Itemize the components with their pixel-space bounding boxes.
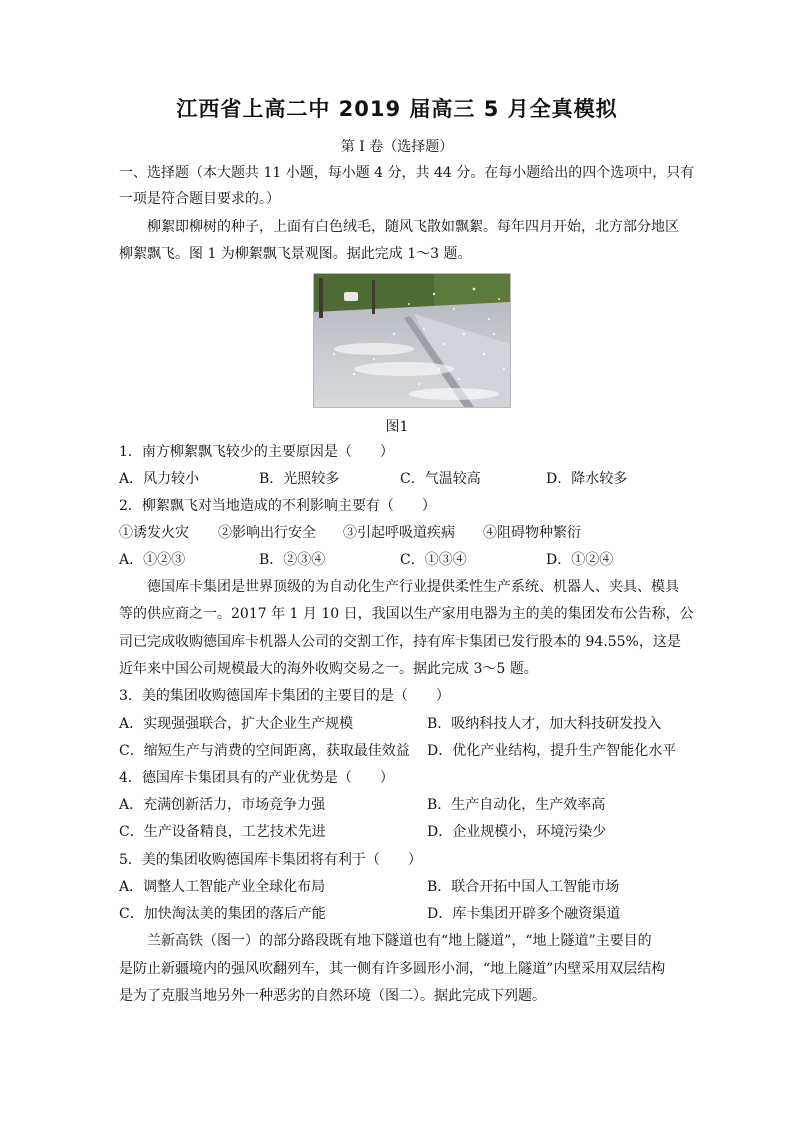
q4-option-a[interactable]: A．充满创新活力，市场竞争力强: [119, 797, 326, 813]
q2-stem: 2．柳絮飘飞对当地造成的不利影响主要有（ ）: [119, 498, 436, 514]
q4-option-b[interactable]: B．生产自动化，生产效率高: [427, 797, 606, 813]
passage2-line-3: 司已完成收购德国库卡机器人公司的交割工作，持有库卡集团已发行股本的 94.55%，这是: [119, 634, 681, 650]
q2-item-3: ③引起呼吸道疾病: [343, 525, 455, 541]
q5-stem: 5．美的集团收购德国库卡集团将有利于（ ）: [119, 852, 422, 868]
passage3-line-1: 兰新高铁（图一）的部分路段既有地下隧道也有“地上隧道”，“地上隧道”主要目的: [147, 933, 652, 949]
passage2-line-2: 等的供应商之一。2017 年 1 月 10 日，我国以生产家用电器为主的美的集团发布公告称，公: [119, 606, 694, 622]
section-subtitle: 第 I 卷（选择题）: [340, 139, 454, 155]
q3-option-b[interactable]: B．吸纳科技人才，加大科技研发投入: [427, 716, 662, 732]
q5-option-a[interactable]: A．调整人工智能产业全球化布局: [119, 879, 326, 895]
q1-option-b[interactable]: B．光照较多: [259, 471, 340, 487]
q4-stem: 4．德国库卡集团具有的产业优势是（ ）: [119, 770, 394, 786]
q3-option-a[interactable]: A．实现强强联合，扩大企业生产规模: [119, 716, 354, 732]
instructions-line-2: 一项是符合题目要求的。）: [119, 191, 280, 207]
q1-option-d[interactable]: D．降水较多: [546, 471, 628, 487]
q4-option-c[interactable]: C．生产设备精良，工艺技术先进: [119, 824, 326, 840]
passage1-line-1: 柳絮即柳树的种子，上面有白色绒毛，随风飞散如飘絮。每年四月开始，北方部分地区: [147, 219, 679, 235]
passage1-line-2: 柳絮飘飞。图 1 为柳絮飘飞景观图。据此完成 1～3 题。: [119, 246, 472, 262]
q2-option-c[interactable]: C．①③④: [400, 552, 467, 568]
q5-option-d[interactable]: D．库卡集团开辟多个融资渠道: [427, 906, 621, 922]
q3-option-c[interactable]: C．缩短生产与消费的空间距离，获取最佳效益: [119, 743, 410, 759]
instructions-line-1: 一、选择题（本大题共 11 小题，每小题 4 分，共 44 分。在每小题给出的四个选项中，只有: [119, 165, 695, 181]
q2-item-4: ④阻碍物种繁衍: [483, 525, 581, 541]
q2-option-a[interactable]: A．①②③: [119, 552, 186, 568]
figure-1-photo: [313, 273, 511, 408]
figure-1-caption: 图1: [385, 419, 409, 435]
q2-option-d[interactable]: D．①②④: [546, 552, 614, 568]
q5-option-c[interactable]: C．加快淘汰美的集团的落后产能: [119, 906, 326, 922]
passage3-line-3: 是为了克服当地另外一种恶劣的自然环境（图二）。据此完成下列题。: [119, 988, 546, 1004]
q3-stem: 3．美的集团收购德国库卡集团的主要目的是（ ）: [119, 688, 450, 704]
q5-option-b[interactable]: B．联合开拓中国人工智能市场: [427, 879, 620, 895]
passage2-line-4: 近年来中国公司规模最大的海外收购交易之一。据此完成 3～5 题。: [119, 661, 538, 677]
passage3-line-2: 是防止新疆境内的强风吹翻列车，其一侧有许多圆形小洞，“地上隧道”内壁采用双层结构: [119, 961, 666, 977]
q1-option-c[interactable]: C．气温较高: [400, 471, 481, 487]
page-title: 江西省上高二中 2019 届高三 5 月全真模拟: [176, 97, 618, 121]
q1-option-a[interactable]: A．风力较小: [119, 471, 200, 487]
q2-item-1: ①诱发火灾: [119, 525, 189, 541]
q3-option-d[interactable]: D．优化产业结构，提升生产智能化水平: [427, 743, 677, 759]
passage2-line-1: 德国库卡集团是世界顶级的为自动化生产行业提供柔性生产系统、机器人、夹具、模具: [147, 579, 679, 595]
q4-option-d[interactable]: D．企业规模小，环境污染少: [427, 824, 607, 840]
q1-stem: 1．南方柳絮飘飞较少的主要原因是（ ）: [119, 444, 394, 460]
q2-item-2: ②影响出行安全: [218, 525, 316, 541]
q2-option-b[interactable]: B．②③④: [259, 552, 326, 568]
